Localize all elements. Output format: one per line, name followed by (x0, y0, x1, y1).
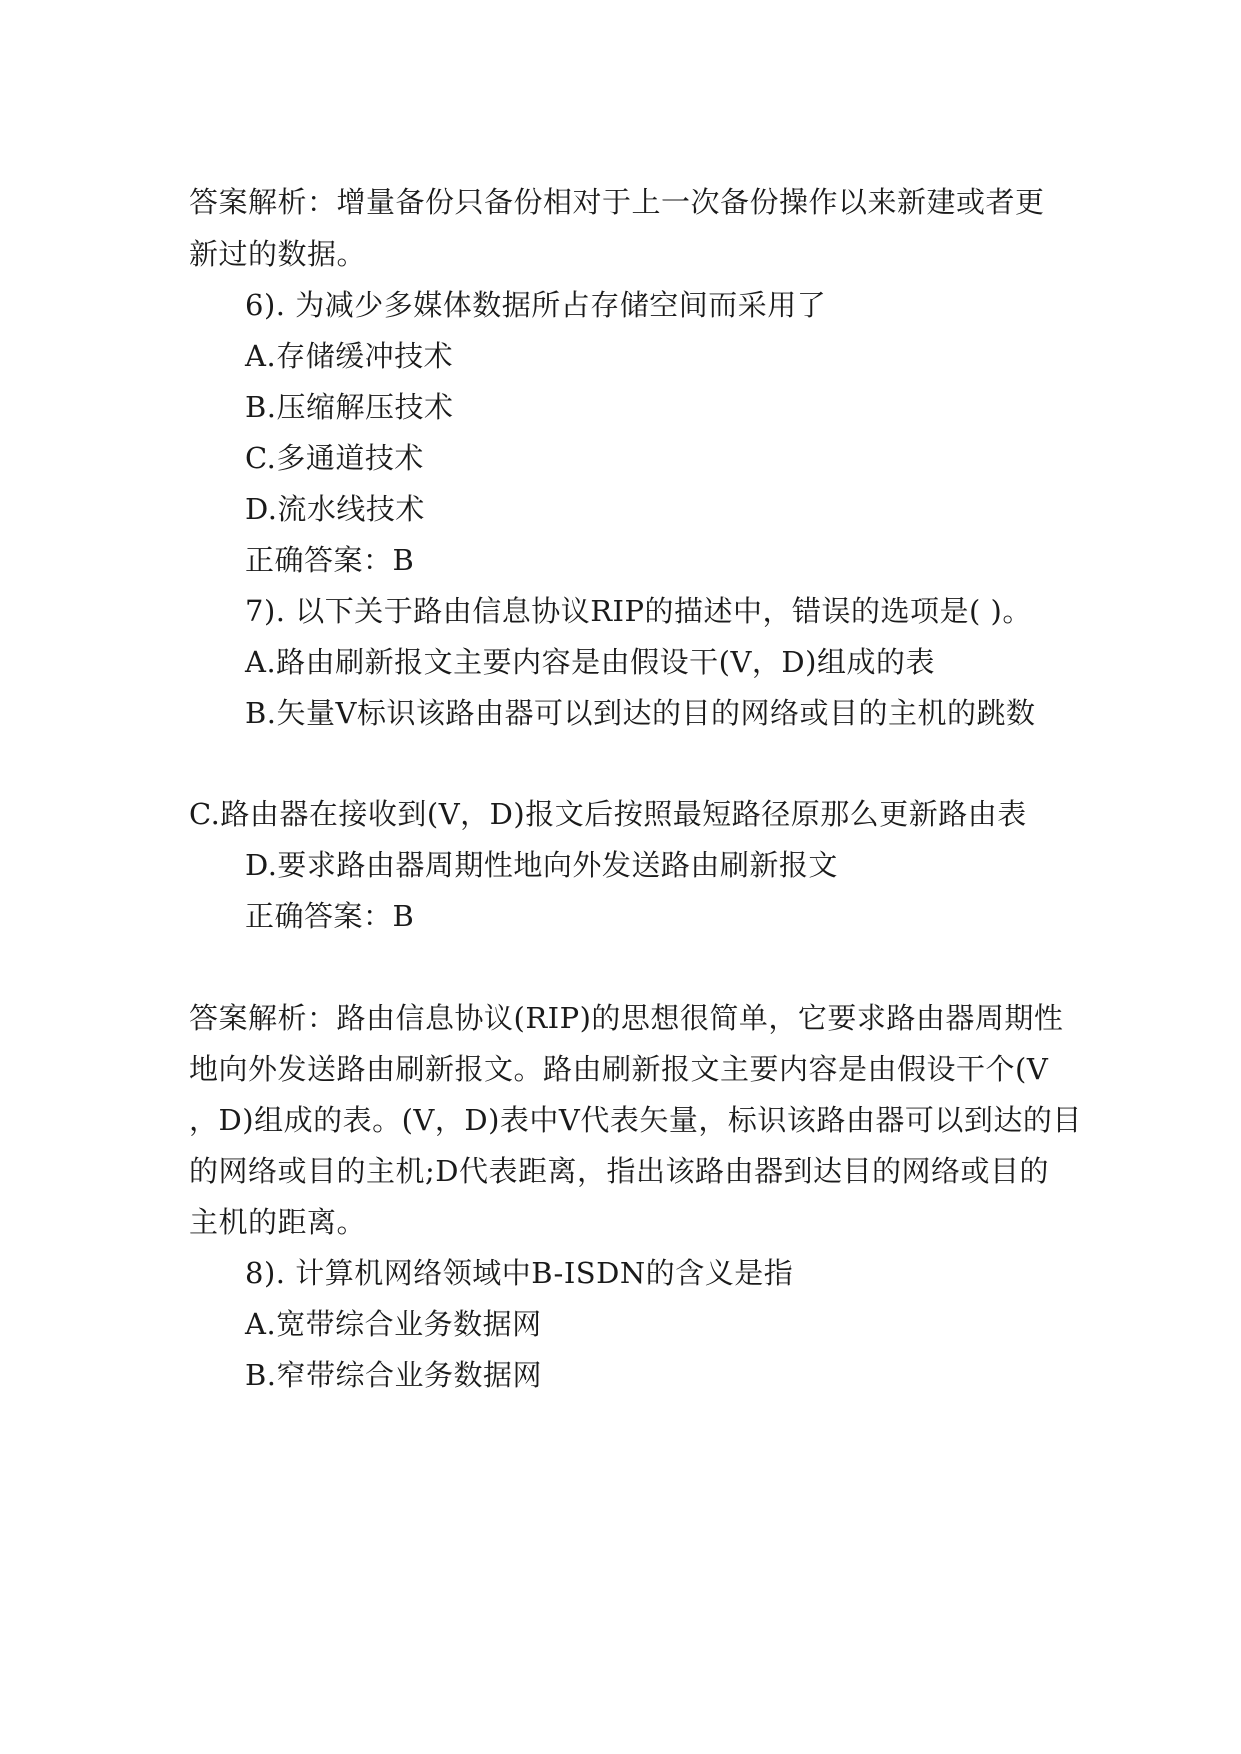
question-7: 7). 以下关于路由信息协议RIP的描述中，错误的选项是( )。 (245, 594, 1032, 628)
answer-explanation-7-line-3: ，D)组成的表。(V，D)表中V代表矢量，标识该路由器可以到达的目 (189, 1103, 1082, 1137)
answer-explanation-7-line-4: 的网络或目的主机;D代表距离，指出该路由器到达目的网络或目的 (189, 1154, 1050, 1188)
question-8: 8). 计算机网络领域中B-ISDN的含义是指 (245, 1256, 794, 1290)
q7-option-c: C.路由器在接收到(V，D)报文后按照最短路径原那么更新路由表 (189, 797, 1027, 831)
q7-option-d: D.要求路由器周期性地向外发送路由刷新报文 (245, 848, 838, 882)
answer-explanation-5-line-1: 答案解析：增量备份只备份相对于上一次备份操作以来新建或者更 (189, 185, 1045, 219)
q7-option-b: B.矢量V标识该路由器可以到达的目的网络或目的主机的跳数 (245, 696, 1036, 730)
q8-option-a: A.宽带综合业务数据网 (245, 1307, 542, 1341)
q8-option-b: B.窄带综合业务数据网 (245, 1358, 543, 1392)
answer-explanation-7-line-2: 地向外发送路由刷新报文。路由刷新报文主要内容是由假设干个(V (189, 1052, 1049, 1086)
q6-option-c: C.多通道技术 (245, 441, 424, 475)
q6-option-b: B.压缩解压技术 (245, 390, 454, 424)
answer-explanation-7-line-1: 答案解析：路由信息协议(RIP)的思想很简单，它要求路由器周期性 (189, 1001, 1064, 1035)
question-6: 6). 为减少多媒体数据所占存储空间而采用了 (245, 288, 827, 322)
q6-option-a: A.存储缓冲技术 (245, 339, 454, 373)
q6-option-d: D.流水线技术 (245, 492, 425, 526)
answer-explanation-7-line-5: 主机的距离。 (189, 1205, 367, 1239)
q7-option-a: A.路由刷新报文主要内容是由假设干(V，D)组成的表 (245, 645, 935, 679)
q7-correct-answer: 正确答案：B (245, 899, 415, 933)
q6-correct-answer: 正确答案：B (245, 543, 415, 577)
answer-explanation-5-line-2: 新过的数据。 (189, 237, 367, 271)
